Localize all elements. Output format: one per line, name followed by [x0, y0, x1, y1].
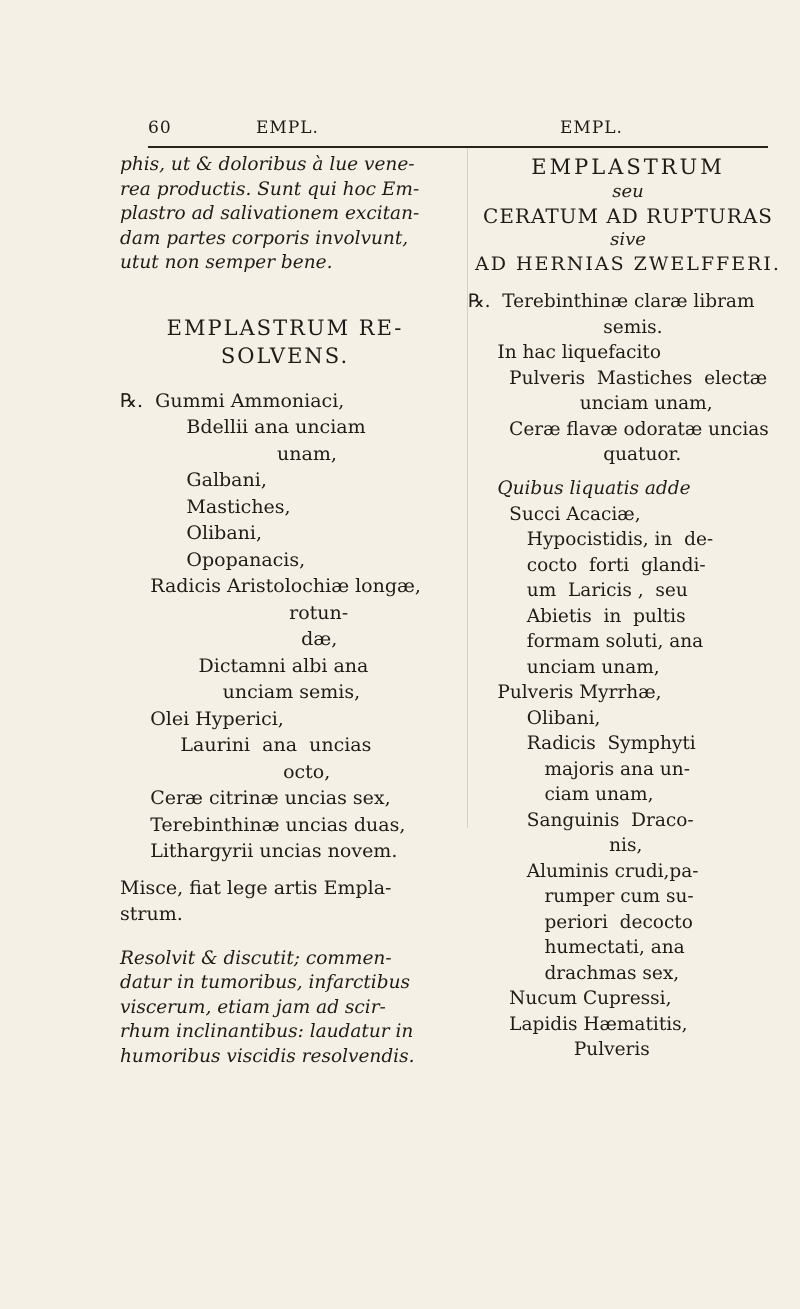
recipe-line: Pulveris [468, 1039, 650, 1060]
recipe-line: cocto forti glandi- [468, 554, 706, 576]
recipe-line: Radicis Aristolochiæ longæ, [120, 575, 421, 597]
page-header [148, 118, 738, 150]
recipe-block-second [468, 502, 788, 1063]
recipe-line: Nucum Cupressi, [468, 988, 672, 1009]
recipe-line: Mastiches, [120, 495, 291, 518]
recipe-line: Aluminis crudi,pa- [468, 860, 699, 882]
recipe-line: unciam unam, [468, 393, 713, 414]
recipe-line: Laurini ana uncias [120, 734, 372, 756]
recipe-line: unam, [120, 442, 337, 465]
quibus-instruction: Quibus liquatis adde [468, 477, 691, 499]
recipe-title-hernias: AD HERNIAS ZWELFFERI. [475, 253, 781, 275]
recipe-line: quatuor. [468, 444, 682, 465]
recipe-line: Opopanacis, [120, 548, 306, 571]
recipe-line: dæ, [120, 628, 338, 650]
recipe-line: Pulveris Mastiches electæ [468, 367, 768, 389]
recipe-line: drachmas sex, [468, 962, 680, 984]
left-column [120, 153, 450, 1069]
recipe-line: semis. [468, 316, 663, 338]
recipe-line: Ceræ flavæ odoratæ uncias [468, 418, 769, 440]
recipe-line: Olibani, [120, 522, 263, 544]
commentary-text: Resolvit & discutit; commen- datur in tumoribus, infarctibus viscerum, etiam jam ad scir- rhum inclinantibus: laudatur in humoribus viscidis resolvendis. [120, 947, 415, 1067]
recipe-line: Succi Acaciæ, [468, 503, 641, 525]
recipe-line: unciam semis, [120, 681, 361, 703]
recipe-title-ceratum: CERATUM AD RUPTURAS [483, 204, 773, 228]
instruction-text: Misce, fiat lege artis Empla- strum. [120, 876, 392, 925]
recipe-line: Hypocistidis, in de- [468, 529, 714, 550]
recipe-line: periori decocto [468, 911, 693, 933]
recipe-line: ℞. Terebinthinæ claræ libram [468, 291, 755, 312]
recipe-line: Olibani, [468, 707, 601, 729]
recipe-line: ℞. Gummi Ammoniaci, [120, 389, 345, 412]
recipe-line: majoris ana un- [468, 758, 690, 780]
recipe-ingredients-left [120, 388, 450, 865]
recipe-block-first [468, 289, 788, 468]
recipe-line: humectati, ana [468, 937, 685, 958]
recipe-line: rumper cum su- [468, 886, 694, 907]
recipe-line: rotun- [120, 601, 349, 624]
header-rule [148, 146, 768, 148]
right-running-title: EMPL. [560, 118, 623, 138]
recipe-line: formam soluti, ana [468, 631, 704, 652]
recipe-title-emplastrum: EMPLASTRUM [531, 155, 725, 179]
recipe-line: In hac liquefacito [468, 342, 661, 363]
recipe-line: Galbani, [120, 469, 267, 491]
title-conjunction-sive: sive [610, 229, 646, 250]
recipe-line: Abietis in pultis [468, 605, 686, 627]
recipe-line: unciam unam, [468, 656, 660, 678]
recipe-line: Terebinthinæ uncias duas, [120, 813, 406, 836]
recipe-line: Bdellii ana unciam [120, 416, 366, 438]
recipe-line: octo, [120, 760, 331, 783]
recipe-line: Dictamni albi ana [120, 654, 369, 677]
recipe-line: Radicis Symphyti [468, 733, 696, 754]
recipe-line: ciam unam, [468, 784, 654, 805]
title-conjunction-seu: seu [612, 181, 644, 202]
recipe-title-resolvens: EMPLASTRUM RE- SOLVENS. [166, 315, 404, 368]
right-column [468, 153, 788, 1063]
recipe-line: Ceræ citrinæ uncias sex, [120, 787, 391, 809]
recipe-line: Pulveris Myrrhæ, [468, 682, 662, 703]
page-number: 60 [148, 118, 172, 138]
intro-text: phis, ut & doloribus à lue vene- rea productis. Sunt qui hoc Em- plastro ad salivationem excitan- dam partes corporis involvunt, utut non semper bene. [120, 154, 420, 273]
recipe-line: Lithargyrii uncias novem. [120, 840, 398, 862]
left-running-title: EMPL. [256, 118, 319, 138]
recipe-line: Sanguinis Draco- [468, 809, 694, 831]
recipe-line: nis, [468, 835, 643, 856]
recipe-line: Olei Hyperici, [120, 707, 284, 730]
recipe-line: Lapidis Hæmatitis, [468, 1013, 688, 1035]
recipe-line: um Laricis , seu [468, 580, 688, 601]
